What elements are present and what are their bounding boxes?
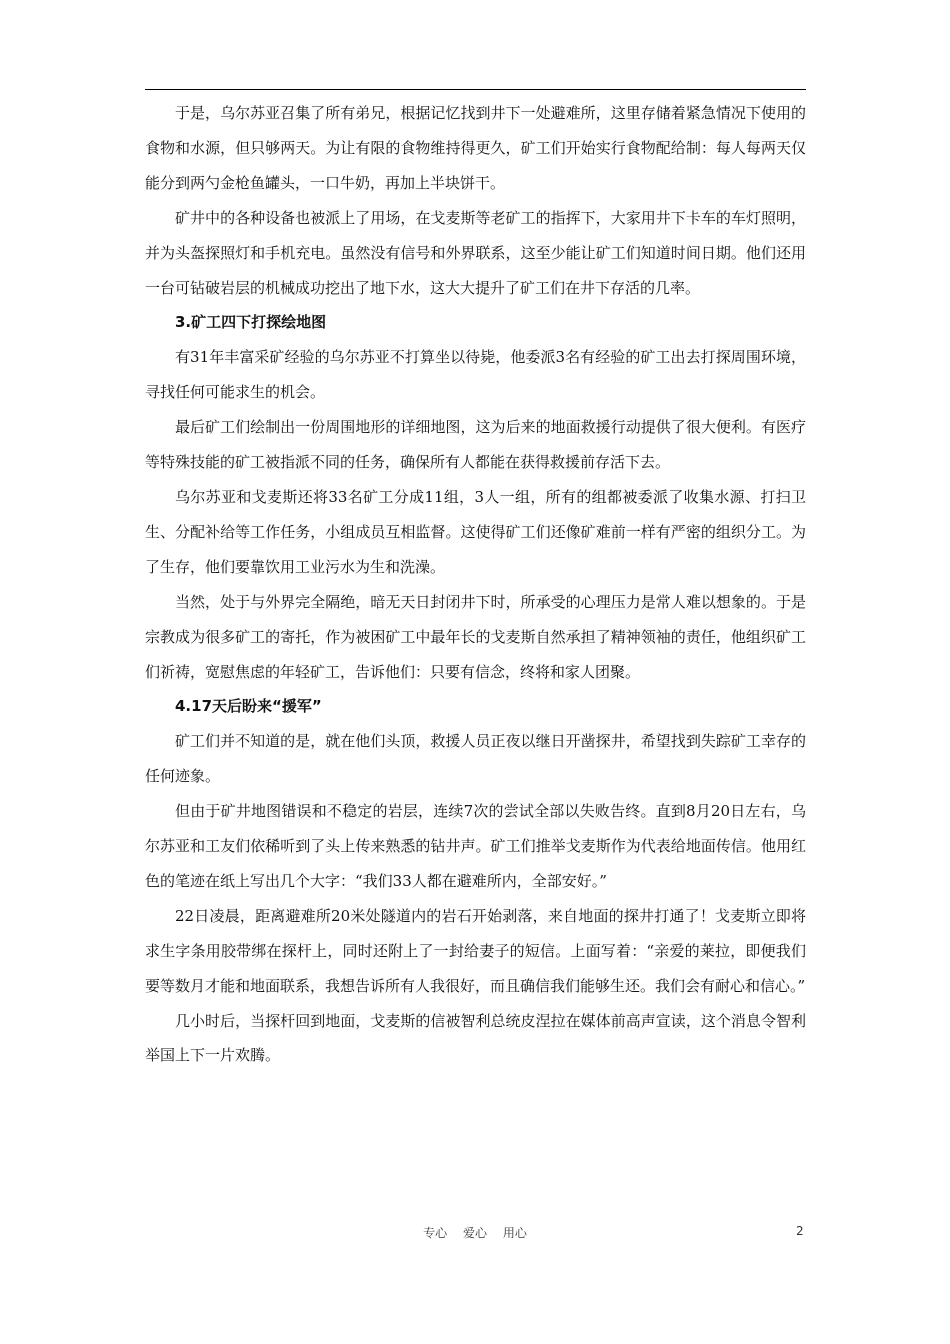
paragraph: 矿井中的各种设备也被派上了用场，在戈麦斯等老矿工的指挥下，大家用井下卡车的车灯照明，并为头盔探照灯和手机充电。虽然没有信号和外界联系，这至少能让矿工们知道时间日期。他们还用一台可钻破岩层的机械成功挖出了地下水，这大大提升了矿工们在井下存活的几率。 bbox=[145, 208, 806, 297]
paragraph: 于是，乌尔苏亚召集了所有弟兄，根据记忆找到井下一处避难所，这里存储着紧急情况下使用的食物和水源，但只够两天。为让有限的食物维持得更久，矿工们开始实行食物配给制：每人每两天仅能分到两勺金枪鱼罐头，一口牛奶，再加上半块饼干。 bbox=[145, 104, 806, 192]
paragraph: 有31年丰富采矿经验的乌尔苏亚不打算坐以待毙，他委派3名有经验的矿工出去打探周围环境，寻找任何可能求生的机会。 bbox=[145, 348, 806, 402]
section-heading: 3.矿工四下打探绘地图 bbox=[175, 313, 327, 332]
footer-motto-1: 专心 bbox=[423, 1226, 448, 1240]
paragraph: 最后矿工们绘制出一份周围地形的详细地图，这为后来的地面救援行动提供了很大便利。有医疗等特殊技能的矿工被指派不同的任务，确保所有人都能在获得救援前存活下去。 bbox=[145, 418, 806, 472]
footer-motto-3: 用心 bbox=[502, 1226, 527, 1240]
footer-motto-2: 爱心 bbox=[462, 1226, 487, 1240]
paragraph: 矿工们并不知道的是，就在他们头顶，救援人员正夜以继日开凿探井，希望找到失踪矿工幸存的任何迹象。 bbox=[145, 732, 806, 786]
paragraph: 22日凌晨，距离避难所20米处隧道内的岩石开始剥落，来自地面的探井打通了！戈麦斯立即将求生字条用胶带绑在探杆上，同时还附上了一封给妻子的短信。上面写着：“亲爱的莱拉，即便我们要等数月才能和地面联系，我想告诉所有人我很好，而且确信我们能够生还。我们会有耐心和信心。” bbox=[145, 906, 806, 995]
header-rule bbox=[145, 89, 806, 90]
page-number: 2 bbox=[796, 1224, 804, 1238]
paragraph: 几小时后，当探杆回到地面，戈麦斯的信被智利总统皮涅拉在媒体前高声宣读，这个消息令智利举国上下一片欢腾。 bbox=[145, 1011, 806, 1065]
document-body bbox=[145, 96, 806, 1073]
page-footer bbox=[0, 1224, 950, 1244]
footer-motto bbox=[0, 1224, 950, 1241]
paragraph: 但由于矿井地图错误和不稳定的岩层，连续7次的尝试全部以失败告终。直到8月20日左右，乌尔苏亚和工友们依稀听到了头上传来熟悉的钻井声。矿工们推举戈麦斯作为代表给地面传信。他用红色的笔迹在纸上写出几个大字：“我们33人都在避难所内，全部安好。” bbox=[145, 802, 806, 890]
paragraph: 当然，处于与外界完全隔绝，暗无天日封闭井下时，所承受的心理压力是常人难以想象的。于是宗教成为很多矿工的寄托，作为被困矿工中最年长的戈麦斯自然承担了精神领袖的责任，他组织矿工们祈祷，宽慰焦虑的年轻矿工，告诉他们：只要有信念，终将和家人团聚。 bbox=[145, 592, 806, 681]
section-heading: 4.17天后盼来“援军” bbox=[175, 697, 322, 716]
paragraph: 乌尔苏亚和戈麦斯还将33名矿工分成11组，3人一组，所有的组都被委派了收集水源、打扫卫生、分配补给等工作任务，小组成员互相监督。这使得矿工们还像矿难前一样有严密的组织分工。为了生存，他们要靠饮用工业污水为生和洗澡。 bbox=[145, 487, 806, 576]
